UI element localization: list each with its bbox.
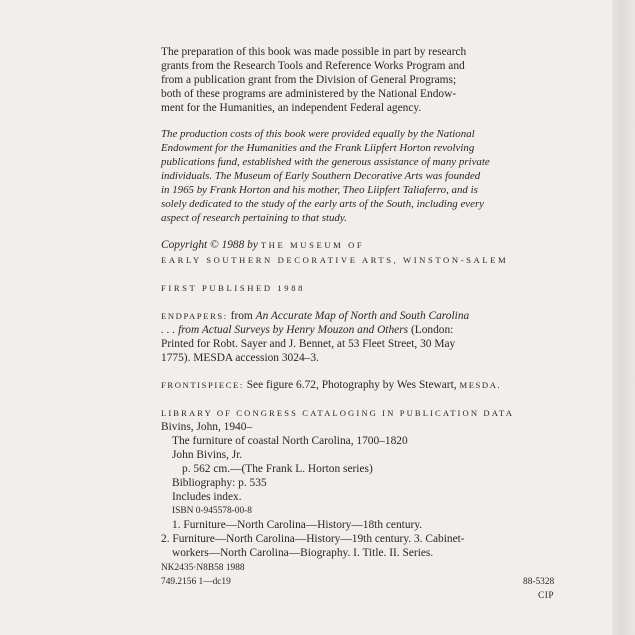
funding-line-2: grants from the Research Tools and Reference Works Program and — [161, 60, 465, 72]
production-line-1: The production costs of this book were provided equally by the National — [161, 128, 475, 140]
production-line-5: in 1965 by Frank Horton and his mother, Theo Liipfert Taliaferro, and is — [161, 184, 478, 196]
frontispiece-label: FRONTISPIECE: — [161, 380, 244, 390]
copyright-prefix: Copyright © 1988 by — [161, 239, 258, 251]
cip-lccn: 88-5328 — [523, 577, 555, 587]
endpapers-line-4: 1775). MESDA accession 3024–3. — [161, 352, 319, 364]
cip-subject-1: 1. Furniture—North Carolina—History—18th century. — [172, 519, 423, 531]
cip-lc-class: NK2435·N8B58 1988 — [161, 563, 245, 573]
funding-line-3: from a publication grant from the Division of General Programs; — [161, 74, 457, 86]
endpapers-imprint-start: (London: — [408, 324, 454, 336]
cip-isbn: ISBN 0-945578-00-8 — [172, 506, 252, 516]
copyright-publisher-line-1: THE MUSEUM OF — [260, 240, 365, 250]
endpapers-map-title: An Accurate Map of North and South Carolina — [255, 310, 470, 322]
production-line-3: publications fund, established with the generous assistance of many private — [161, 156, 490, 168]
frontispiece-line — [161, 378, 501, 392]
frontispiece-credit: MESDA. — [459, 380, 502, 390]
cip-dewey: 749.2156 1—dc19 — [161, 577, 231, 587]
cip-author: Bivins, John, 1940– — [161, 421, 253, 433]
cip-bibliography: Bibliography: p. 535 — [172, 477, 267, 489]
endpapers-line-2 — [161, 323, 453, 337]
funding-line-4: both of these programs are administered by the National Endow- — [161, 88, 457, 100]
cip-index: Includes index. — [172, 491, 242, 503]
cip-pages: p. 562 cm.—(The Frank L. Horton series) — [182, 463, 373, 475]
copyright-publisher-line-2: EARLY SOUTHERN DECORATIVE ARTS, WINSTON-SALEM — [161, 255, 509, 265]
endpapers-from: from — [227, 310, 256, 322]
cip-label: CIP — [538, 591, 555, 601]
cip-subject-2: 2. Furniture—North Carolina—History—19th century. 3. Cabinet- — [161, 533, 465, 545]
endpapers-label: ENDPAPERS: — [161, 311, 228, 321]
book-gutter — [612, 0, 635, 635]
production-line-2: Endowment for the Humanities and the Frank Liipfert Horton revolving — [161, 142, 475, 154]
first-published: FIRST PUBLISHED 1988 — [161, 283, 306, 293]
endpapers-line-3: Printed for Robt. Sayer and J. Bennet, at 53 Fleet Street, 30 May — [161, 338, 456, 350]
funding-line-5: ment for the Humanities, an independent Federal agency. — [161, 102, 422, 114]
funding-line-1: The preparation of this book was made possible in part by research — [161, 46, 467, 58]
production-line-4: individuals. The Museum of Early Southern Decorative Arts was founded — [161, 170, 481, 182]
cip-title: The furniture of coastal North Carolina, 1700–1820 — [172, 435, 408, 447]
copyright-line-1 — [161, 238, 364, 252]
frontispiece-text: See figure 6.72, Photography by Wes Stewart, — [243, 379, 460, 391]
production-line-6: solely dedicated to the study of the early arts of the South, including every — [161, 198, 485, 210]
endpapers-map-subtitle: . . . from Actual Surveys by Henry Mouzon and Others — [161, 324, 409, 336]
cip-subject-3: workers—North Carolina—Biography. I. Title. II. Series. — [172, 547, 434, 559]
cip-heading: LIBRARY OF CONGRESS CATALOGING IN PUBLICATION DATA — [161, 408, 515, 418]
endpapers-line-1 — [161, 309, 469, 323]
cip-author-signature: John Bivins, Jr. — [172, 449, 243, 461]
production-line-7: aspect of research pertaining to that study. — [161, 212, 347, 224]
